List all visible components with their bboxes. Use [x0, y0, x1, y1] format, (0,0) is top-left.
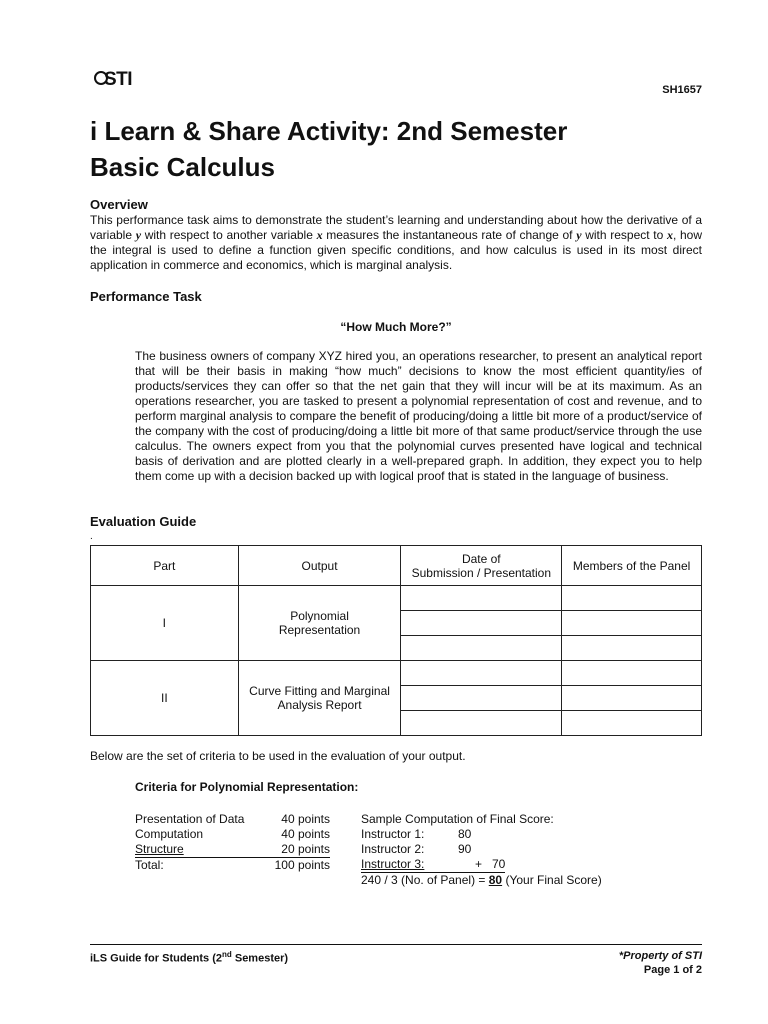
overview-text-3: measures the instantaneous rate of change of: [322, 228, 577, 242]
final-score-line: [361, 873, 661, 888]
sti-logo: [94, 66, 154, 94]
footer-text: iLS Guide for Students (2: [90, 952, 223, 965]
final-prefix: 240 / 3 (No. of Panel) =: [361, 873, 489, 887]
sample-computation: [361, 812, 661, 888]
criteria-points: 40 points: [281, 812, 330, 826]
stray-dot: .: [90, 531, 93, 542]
output-cell: Polynomial Representation: [238, 586, 401, 661]
footer-text: Semester): [231, 952, 289, 965]
output-cell: Curve Fitting and Marginal Analysis Report: [238, 661, 401, 736]
table-header-row: [91, 546, 702, 586]
overview-paragraph: [90, 213, 702, 273]
panel-cell[interactable]: [562, 586, 702, 611]
header-part: Part: [91, 546, 239, 586]
criteria-item: [135, 858, 330, 873]
date-cell[interactable]: [401, 686, 562, 711]
instructor-score: 90: [458, 842, 472, 856]
date-cell[interactable]: [401, 661, 562, 686]
date-cell[interactable]: [401, 586, 562, 611]
date-cell[interactable]: [401, 636, 562, 661]
table-row: [91, 661, 702, 686]
part-cell: I: [91, 586, 239, 661]
instructor-score: 80: [458, 827, 472, 841]
performance-subtitle: “How Much More?”: [340, 320, 452, 334]
criteria-intro: Below are the set of criteria to be used in the evaluation of your output.: [90, 749, 466, 763]
criteria-label: Computation: [135, 827, 204, 841]
header-date: Date of Submission / Presentation: [401, 546, 562, 586]
instructor-label: Instructor 2:: [361, 842, 425, 856]
criteria-points: 100 points: [274, 858, 330, 872]
footer-page-number: Page 1 of 2: [643, 964, 702, 976]
var-y: y: [576, 228, 582, 242]
footer-guide-label: [90, 950, 288, 965]
criteria-label: Structure: [135, 842, 184, 856]
criteria-item: [135, 827, 330, 842]
instructor-label: Instructor 1:: [361, 827, 425, 841]
criteria-item: [135, 842, 330, 858]
overview-heading: Overview: [90, 197, 148, 212]
var-x: x: [666, 228, 673, 242]
footer-sup: nd: [222, 950, 232, 959]
logo-text: STI: [104, 69, 133, 90]
panel-cell[interactable]: [562, 711, 702, 736]
criteria-item: [135, 812, 330, 827]
panel-cell[interactable]: [562, 611, 702, 636]
criteria-label: Presentation of Data: [135, 812, 245, 826]
criteria-label: Total:: [135, 858, 164, 872]
page-title: [90, 113, 567, 185]
title-line-1: i Learn & Share Activity: 2nd Semester: [90, 116, 568, 146]
final-suffix: (Your Final Score): [502, 873, 602, 887]
instructor-score: + 70: [475, 857, 506, 871]
table-row: [91, 586, 702, 611]
evaluation-table: [90, 545, 702, 736]
header-panel: Members of the Panel: [562, 546, 702, 586]
evaluation-heading: Evaluation Guide: [90, 514, 197, 529]
panel-cell[interactable]: [562, 686, 702, 711]
instructor-row: [361, 857, 505, 873]
criteria-points: 40 points: [281, 827, 330, 841]
instructor-row: [361, 827, 661, 842]
title-line-2: Basic Calculus: [90, 152, 275, 182]
var-y: y: [135, 228, 142, 242]
overview-text-1: This performance task aims to demonstrate the student’s learning and understanding about how the derivative of a variable: [90, 213, 702, 242]
panel-cell[interactable]: [562, 636, 702, 661]
criteria-list: [135, 812, 330, 873]
part-cell: II: [91, 661, 239, 736]
panel-cell[interactable]: [562, 661, 702, 686]
sample-title: Sample Computation of Final Score:: [361, 812, 554, 826]
overview-text-2: with respect to another variable: [141, 228, 317, 242]
date-cell[interactable]: [401, 611, 562, 636]
footer-divider: [90, 944, 702, 945]
instructor-row: [361, 842, 661, 857]
performance-paragraph: The business owners of company XYZ hired you, an operations researcher, to present an analytical report that will be their basis in making “how much” decisions to know the most efficient quantity/ies of products/services they can offer so that the net gain that they will incur will be at its maximum. As an operations researcher, you are tasked to present a polynomial representation of cost and revenue, and to perform marginal analysis to compare the benefit of producing/doing a little bit more of a product/service of the company with the cost of producing/doing a little bit more of that same product/service through the use calculus. The owners expect from you that the polynomial curves presented have logical and technical basis of derivation and are plotted clearly in a well-prepared graph. In addition, they expect you to help them come up with a decision backed up with logical proof that is stated in the language of business.: [135, 349, 702, 483]
performance-heading: Performance Task: [90, 289, 202, 304]
overview-text-4: with respect to: [581, 228, 667, 242]
overview-text-5: , how the integral is used to define a function given specific conditions, and how calculus is used in its most direct application in commerce and economics, which is marginal analysis.: [90, 228, 702, 272]
document-code: SH1657: [662, 84, 702, 96]
date-cell[interactable]: [401, 711, 562, 736]
criteria-points: 20 points: [281, 842, 330, 856]
final-score: 80: [488, 873, 503, 887]
var-x: x: [316, 228, 323, 242]
criteria-heading: Criteria for Polynomial Representation:: [135, 780, 359, 794]
header-output: Output: [238, 546, 401, 586]
footer-property: *Property of STI: [618, 950, 702, 962]
instructor-label: Instructor 3:: [361, 857, 425, 871]
